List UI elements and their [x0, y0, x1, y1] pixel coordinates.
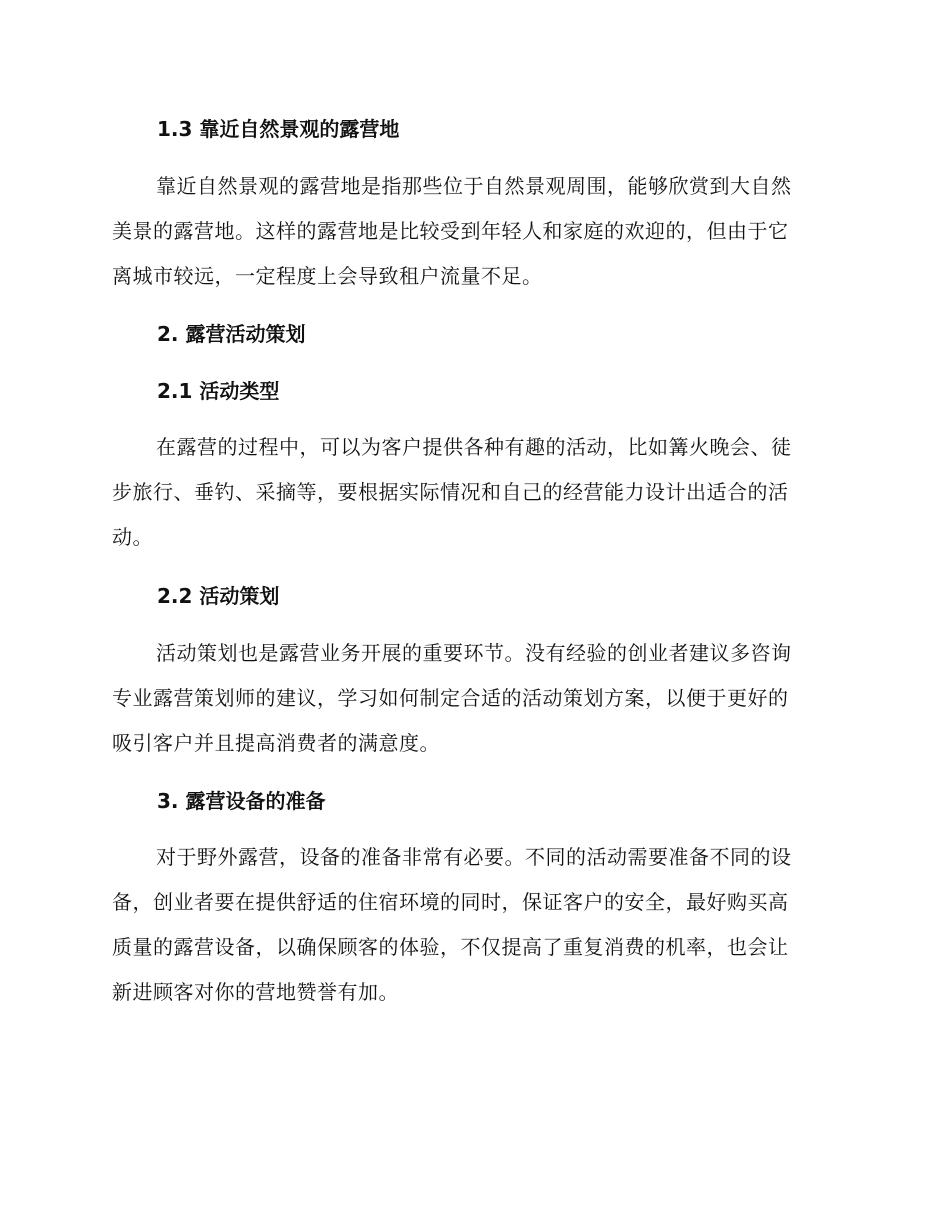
section-heading-2: 2. 露营活动策划 [157, 322, 306, 346]
paragraph-line: 离城市较远，一定程度上会导致租户流量不足。 [112, 264, 543, 288]
paragraph-line: 专业露营策划师的建议，学习如何制定合适的活动策划方案，以便于更好的 [112, 686, 789, 710]
section-heading-3: 3. 露营设备的准备 [157, 789, 326, 813]
paragraph-1-3 [112, 164, 830, 299]
section-heading-2-2: 2.2 活动策划 [157, 584, 280, 608]
paragraph-2-2 [112, 631, 830, 766]
paragraph-line: 美景的露营地。这样的露营地是比较受到年轻人和家庭的欢迎的，但由于它 [112, 219, 789, 243]
paragraph-line: 吸引客户并且提高消费者的满意度。 [112, 731, 440, 755]
paragraph-line: 靠近自然景观的露营地是指那些位于自然景观周围，能够欣赏到大自然 [156, 174, 792, 198]
paragraph-line: 步旅行、垂钓、采摘等，要根据实际情况和自己的经营能力设计出适合的活 [112, 480, 789, 504]
paragraph-line: 对于野外露营，设备的准备非常有必要。不同的活动需要准备不同的设 [156, 845, 792, 869]
paragraph-line: 新进顾客对你的营地赞誉有加。 [112, 980, 399, 1004]
paragraph-3 [112, 835, 830, 1015]
paragraph-line: 活动策划也是露营业务开展的重要环节。没有经验的创业者建议多咨询 [156, 641, 792, 665]
paragraph-line: 备，创业者要在提供舒适的住宿环境的同时，保证客户的安全，最好购买高 [112, 890, 789, 914]
paragraph-line: 质量的露营设备，以确保顾客的体验，不仅提高了重复消费的机率，也会让 [112, 935, 789, 959]
section-heading-2-1: 2.1 活动类型 [157, 379, 280, 403]
paragraph-line: 在露营的过程中，可以为客户提供各种有趣的活动，比如篝火晚会、徒 [156, 435, 792, 459]
section-heading-1-3: 1.3 靠近自然景观的露营地 [157, 117, 400, 141]
paragraph-line: 动。 [112, 525, 153, 549]
paragraph-2-1 [112, 425, 830, 560]
